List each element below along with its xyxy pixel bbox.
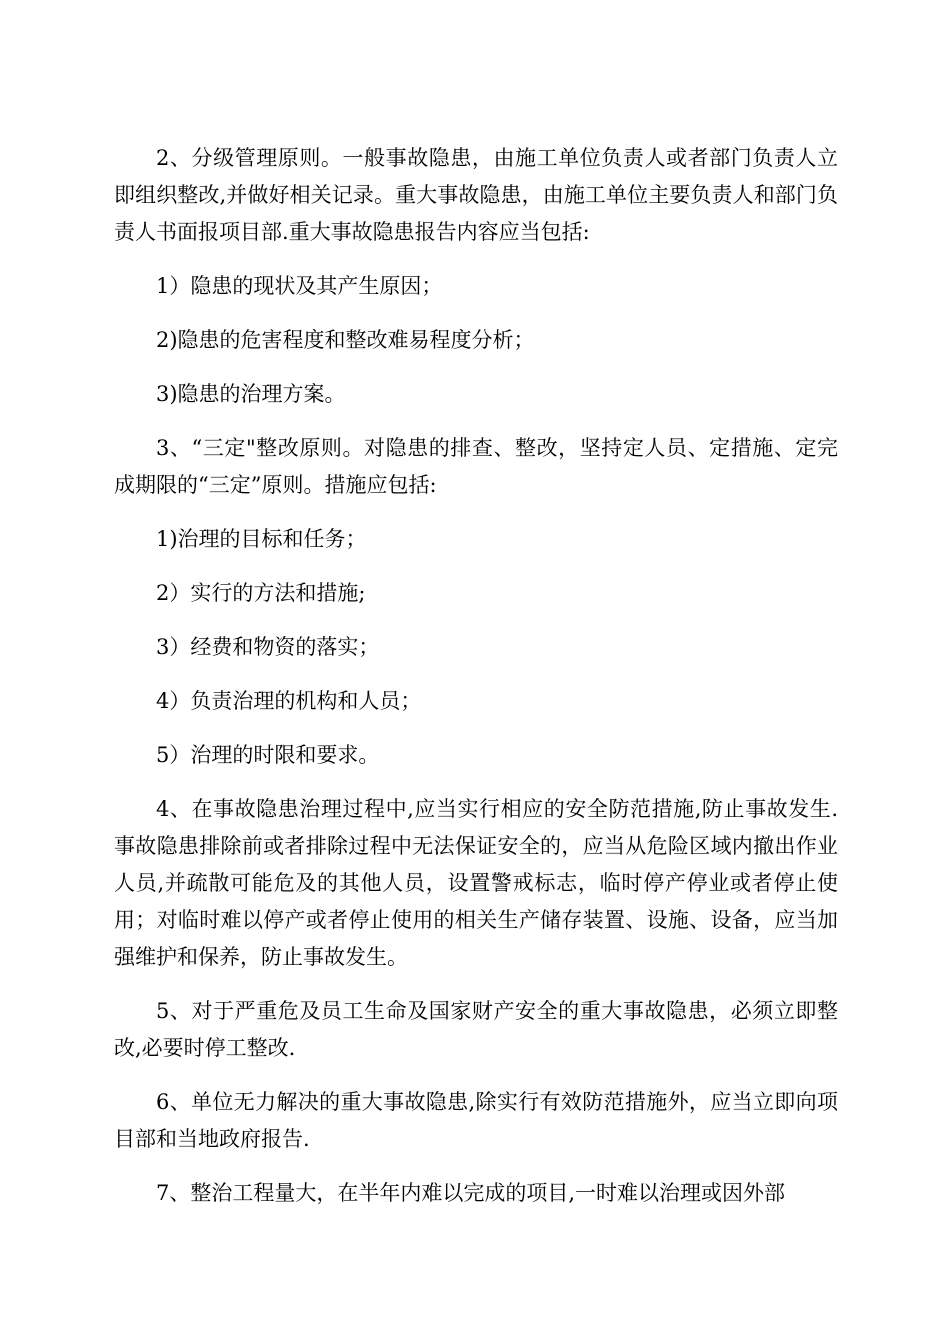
paragraph-principle-5: 5、对于严重危及员工生命及国家财产安全的重大事故隐患，必须立即整改,必要时停工整改. [114,999,838,1060]
paragraph-principle-4: 4、在事故隐患治理过程中,应当实行相应的安全防范措施,防止事故发生.事故隐患排除前或者排除过程中无法保证安全的，应当从危险区域内撤出作业人员,并疏散可能危及的其他人员，设置警戒标志，临时停产停业或者停止使用；对临时难以停产或者停止使用的相关生产储存装置、设施、设备，应当加强维护和保养，防止事故发生。 [114,797,838,969]
list-item-1: 1)治理的目标和任务； [156,527,367,551]
list-item-5: 5）治理的时限和要求。 [156,743,380,767]
paragraph-principle-3: 3、“三定"整改原则。对隐患的排查、整改，坚持定人员、定措施、定完成期限的“三定”原则。措施应包括: [114,436,838,497]
paragraph-principle-6: 6、单位无力解决的重大事故隐患,除实行有效防范措施外，应当立即向项目部和当地政府报告. [114,1090,838,1151]
list-item-3: 3）经费和物资的落实； [156,635,380,659]
list-item-1: 1）隐患的现状及其产生原因； [156,274,443,298]
paragraph-principle-7: 7、整治工程量大，在半年内难以完成的项目,一时难以治理或因外部 [156,1181,786,1205]
list-item-2: 2)隐患的危害程度和整改难易程度分析； [156,328,535,352]
list-item-2: 2）实行的方法和措施; [156,581,366,605]
list-item-4: 4）负责治理的机构和人员； [156,689,422,713]
paragraph-principle-2: 2、分级管理原则。一般事故隐患，由施工单位负责人或者部门负责人立即组织整改,并做好相关记录。重大事故隐患，由施工单位主要负责人和部门负责人书面报项目部.重大事故隐患报告内容应当包括: [114,146,838,244]
document-body [114,140,838,1229]
list-item-3: 3)隐患的治理方案。 [156,382,346,406]
